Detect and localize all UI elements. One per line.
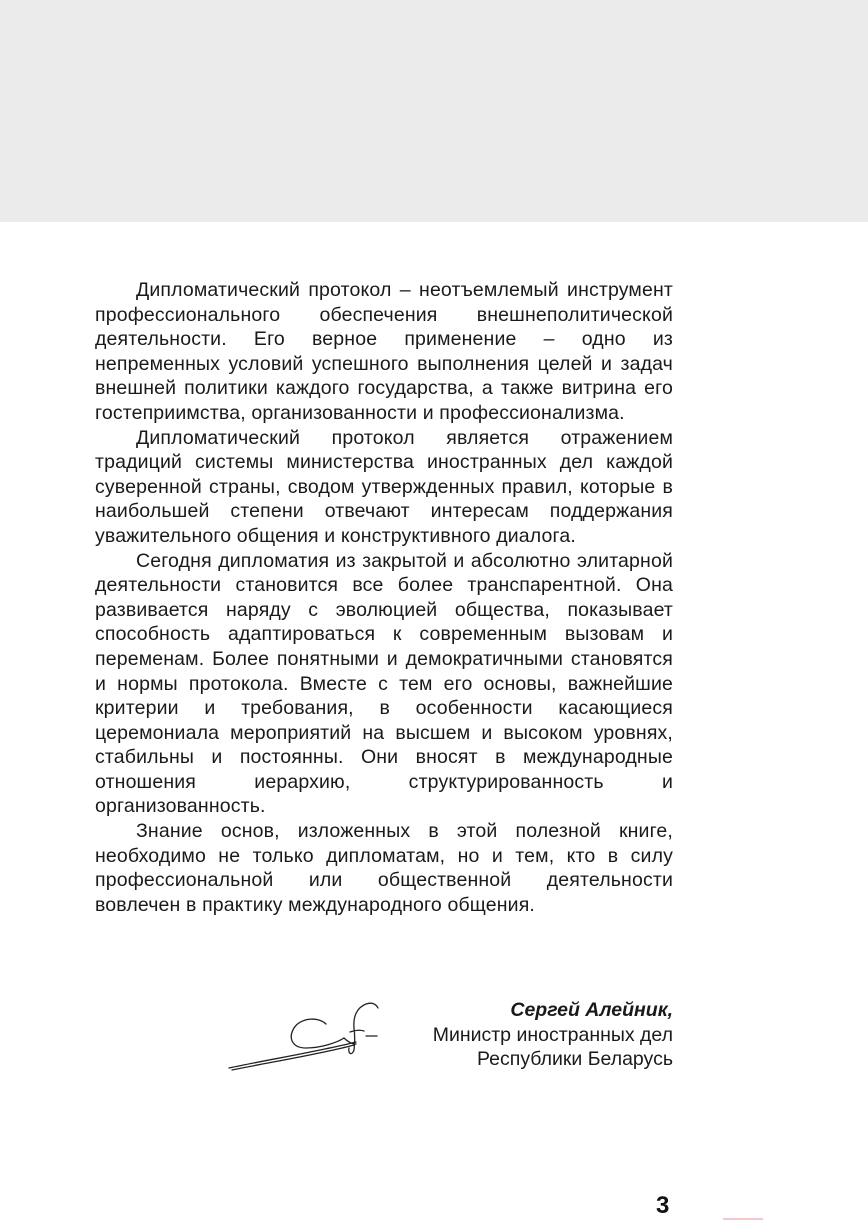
paragraph-1: Дипломатический протокол – неотъемлемый инструмент профессионального обеспечения внешнеполитической деятельности. Его верное применение – одно из непременных условий успешного выполнения целей и задач внешней политики каждого государства, а также витрина его гостеприимства, организованности и профессионализма.: [95, 279, 673, 424]
signature-block: [433, 998, 673, 1072]
paragraph-2: Дипломатический протокол является отражением традиций системы министерства иностранных дел каждой суверенной страны, сводом утвержденных правил, которые в наибольшей степени отвечают интересам поддержания уважительного общения и конструктивного диалога.: [95, 426, 673, 547]
signer-title-line-1: Министр иностранных дел: [432, 1023, 673, 1046]
signer-title-line-2: Республики Беларусь: [477, 1048, 673, 1071]
header-gray-band: [0, 0, 868, 222]
signer-name: Сергей Алейник,: [510, 999, 673, 1021]
paragraph-3: Сегодня дипломатия из закрытой и абсолютно элитарной деятельности становится все более транспарентной. Она развивается наряду с эволюцией общества, показывает способность адаптироваться к современным вызовам и переменам. Более понятными и демократичными становятся и нормы протокола. Вместе с тем его основы, важнейшие критерии и требования, в особенности касающиеся церемониала мероприятий на высшем и высоком уровнях, стабильны и постоянны. Они вносят в международные отношения иерархию, структурированность и организованность.: [95, 549, 673, 818]
foreword-text: [95, 278, 673, 917]
page-number: 3: [656, 1192, 670, 1219]
corner-marker: [723, 1218, 763, 1220]
paragraph-4: Знание основ, изложенных в этой полезной книге, необходимо не только дипломатам, но и тем, кто в силу профессиональной или общественной деятельности вовлечен в практику международного общения.: [95, 820, 673, 916]
handwritten-signature: [226, 998, 386, 1076]
